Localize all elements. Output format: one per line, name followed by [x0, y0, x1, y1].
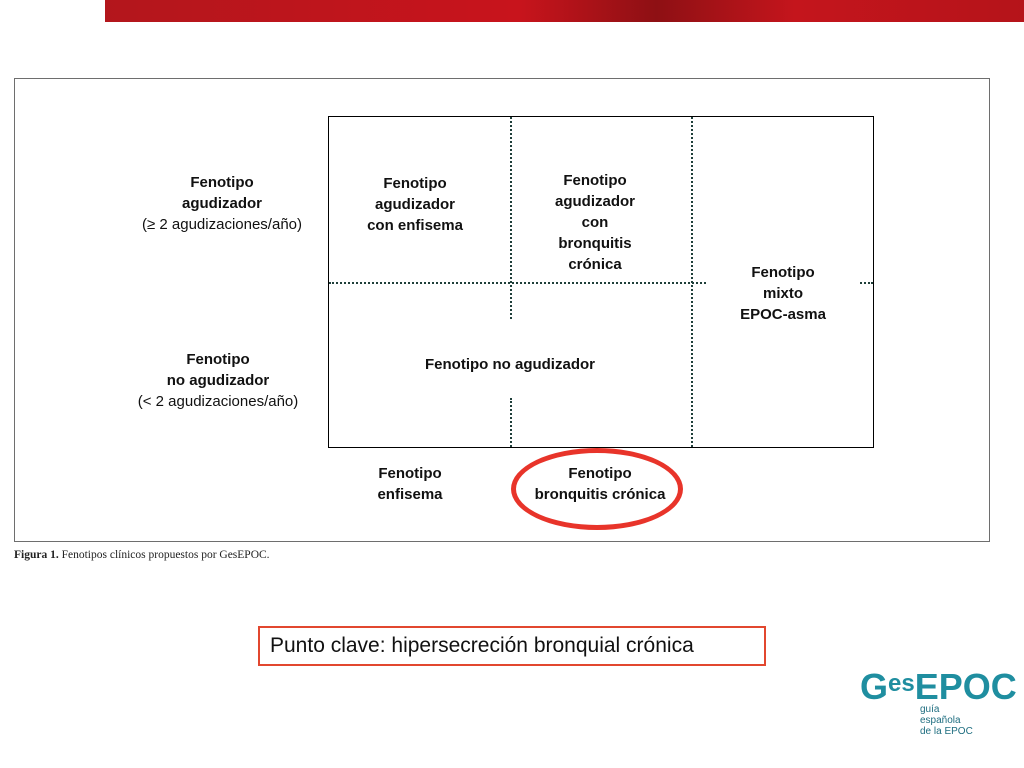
top-banner — [105, 0, 1024, 22]
grid-divider-v1 — [510, 117, 512, 319]
key-point-box — [258, 626, 766, 666]
cell-no-agudizador: Fenotipo no agudizador — [400, 350, 620, 379]
caption-label: Figura 1. — [14, 549, 59, 561]
logo-subtitle: guía española de la EPOC — [920, 704, 973, 737]
grid-divider-v1-lower — [510, 398, 512, 447]
column-label-bronquitis: Fenotipo bronquitis crónica — [534, 465, 666, 503]
logo-small: es — [888, 670, 915, 697]
cell-mixto-epoc-asma: Fenotipo mixto EPOC-asma — [708, 262, 858, 325]
caption-text: Fenotipos clínicos propuestos por GesEPOC. — [61, 549, 270, 561]
column-label-enfisema: Fenotipo enfisema — [377, 465, 443, 503]
logo-prefix: G — [860, 666, 889, 707]
cell-agudizador-enfisema: Fenotipo agudizador con enfisema — [367, 175, 463, 234]
row-label-no-agudizador: Fenotipo no agudizador (< 2 agudizaciones/año) — [137, 351, 299, 410]
gesepoc-logo — [860, 664, 1020, 744]
figure-caption — [14, 549, 270, 561]
row-label-agudizador: Fenotipo agudizador (≥ 2 agudizaciones/año) — [142, 174, 302, 233]
key-point-text: Punto clave: hipersecreción bronquial crónica — [270, 634, 694, 657]
highlight-ellipse — [511, 448, 683, 530]
logo-main-text: EPOC — [914, 666, 1017, 707]
cell-agudizador-bronquitis: Fenotipo agudizador con bronquitis crónica — [554, 172, 635, 273]
